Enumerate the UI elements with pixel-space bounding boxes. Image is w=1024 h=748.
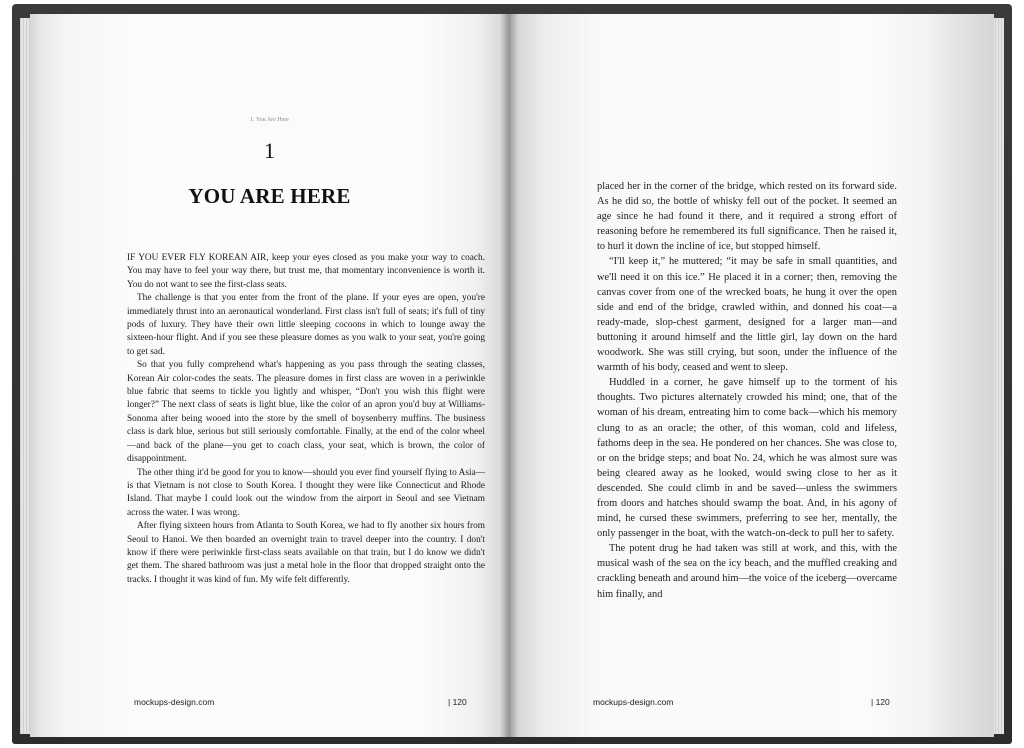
paragraph: Huddled in a corner, he gave himself up to the torment of his thoughts. Two pictures alternately crowded his mind; one, that of the woman of his dream, entreating him to come back—which his memory clung to as an oracle; the other, of this woman, cold and lifeless, fathoms deep in the sea. He pondered on her chances. She was close to, or on the bridge steps; and boat No. 24, which he was almost sure was being cleared away as he looked, would swing close to her as it descended. She could climb in and be saved—unless the swimmers from doors and hatches should swamp the boat. And, in his agony of mind, he cursed these swimmers, preferring to see her, mentally, the only passenger in the boat, with the watch-on-deck to pull her to safety.: [597, 377, 897, 540]
paragraph: “I'll keep it,” he muttered; “it may be safe in small quantities, and we'll need it on this ice.” He placed it in a corner; then, removing the canvas cover from one of the wrecked boats, he hung it over the open side and end of the bridge, crawled within, and donned his coat—a ready-made, slop-chest garment, designed for a larger man—and buttoning it around himself and the little girl, lay down on the hard woodwork. She was still crying, but soon, under the influence of the warmth of his body, ceased and went to sleep.: [597, 256, 897, 374]
footer-site: mockups-design.com: [134, 697, 215, 707]
paragraph: The potent drug he had taken was still at work, and this, with the musical wash of the sea on the icy beach, and the muffled creaking and crackling beneath and around him—the voice of the iceberg—overcame him finally, and: [597, 543, 897, 600]
paragraph: The other thing it'd be good for you to know—should you ever find yourself flying to Asia—is that Vietnam is not close to South Korea. I thought they were like Connecticut and Rhode Island. That maybe I could look out the window from the airport in Seoul and see Vietnam across the water. I was wrong.: [127, 467, 485, 518]
left-page-body: [127, 252, 485, 587]
footer-page-number: | 120: [871, 697, 890, 707]
right-page-body: [597, 179, 897, 602]
paragraph: IF YOU EVER FLY KOREAN AIR, keep your eyes closed as you make your way to coach. You may have to feel your way there, but trust me, that momentary inconvenience is worth it. You do not want to see the first-class seats.: [127, 253, 485, 290]
running-head: 1. You Are Here: [250, 117, 289, 123]
paragraph: So that you fully comprehend what's happening as you pass through the seating classes, Korean Air color-codes the seats. The pleasure domes in first class are woven in a periwinkle blue fabric that seems to tickle you lightly and whisper, “Don't you wish this flight were longer?” The next class of seats is light blue, like the color of an apron you'd buy at Williams-Sonoma after being wooed into the store by the smell of boysenberry muffins. The business class is dark blue, serious but still seriously comfortable. Finally, at the end of the color wheel—and back of the plane—you get to coach class, your seat, which is brown, the color of disappointment.: [127, 360, 485, 465]
open-book: [12, 4, 1012, 744]
book-spine-gutter: [500, 14, 518, 737]
chapter-title: YOU ARE HERE: [188, 184, 351, 208]
left-page: [30, 14, 509, 737]
paragraph: The challenge is that you enter from the front of the plane. If your eyes are open, you're immediately thrust into an aeronautical wonderland. First class isn't full of seats; it's full of tiny pods of luxury. They have their own little sleeping cocoons in which to lounge away the sixteen-hour flight. And if you see these pleasure domes as you walk to your seat, you're going to get sad.: [127, 293, 485, 357]
paragraph: After flying sixteen hours from Atlanta to South Korea, we had to fly another six hours from Seoul to Hanoi. We then boarded an overnight train to travel deeper into the country. I don't know if there were periwinkle first-class seats available on that train, but I do know we didn't get them. The shared bathroom was just a metal hole in the floor that dropped straight onto the tracks. I thought it was kind of fun. My wife felt differently.: [127, 521, 485, 585]
chapter-number: 1: [264, 138, 275, 163]
footer-page-number: | 120: [448, 697, 467, 707]
right-page: [509, 14, 994, 737]
footer-site: mockups-design.com: [593, 697, 674, 707]
paragraph: placed her in the corner of the bridge, which rested on its forward side. As he did so, the bottle of whisky fell out of the pocket. It seemed an age since he had found it there, and it required a strong effort of reasoning before he remembered its full significance. Then he raised it, to hurl it down the incline of ice, but stopped himself.: [597, 181, 897, 253]
